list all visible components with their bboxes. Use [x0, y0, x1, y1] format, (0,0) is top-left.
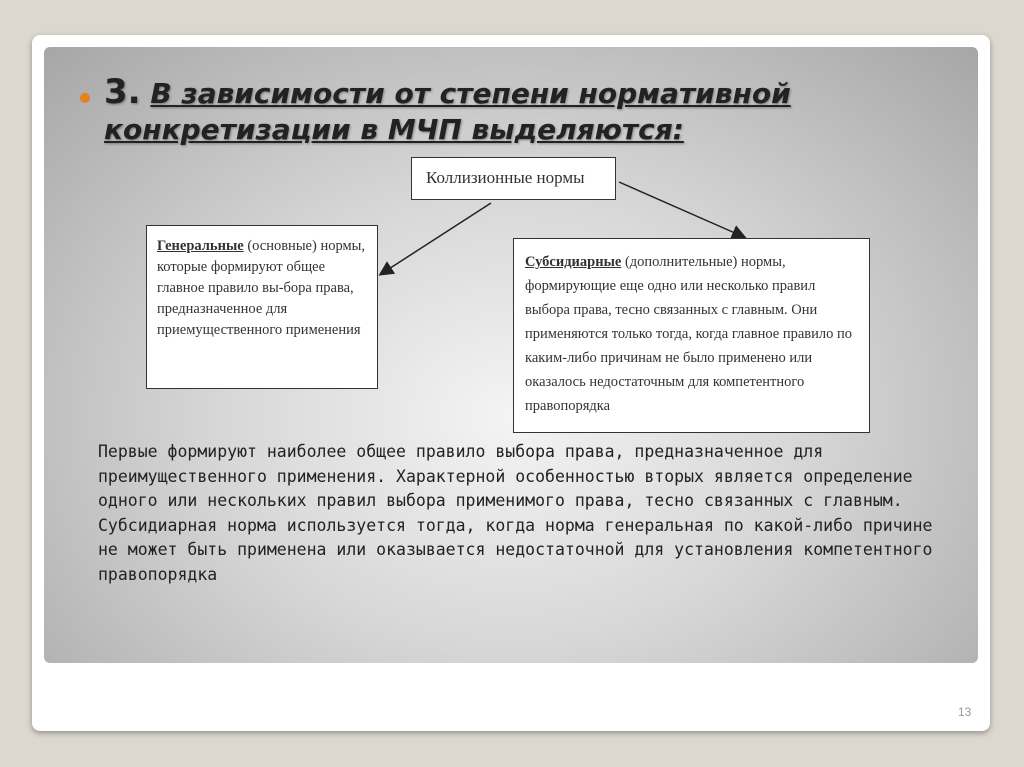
title-text: В зависимости от степени нормативной конкретизации в МЧП выделяются:	[104, 77, 791, 146]
explanation-paragraph: Первые формируют наиболее общее правило выбора права, предназначенное для преимущественного применения. Характерной особенностью вторых является определение одного или нескольких правил выбора применимого права, тесно связанных с главным. Субсидиарная норма используется тогда, когда норма генеральная по какой-либо причине не может быть применена или оказывается недостаточной для установления компетентного правопорядка	[98, 442, 933, 584]
arrow-to-subsidiary	[619, 182, 744, 237]
conflict-norms-label: Коллизионные нормы	[426, 168, 585, 187]
arrow-to-general	[381, 203, 491, 274]
subsidiary-norms-term: Субсидиарные	[525, 254, 622, 270]
general-norms-term: Генеральные	[157, 238, 244, 254]
subsidiary-norms-box	[513, 238, 870, 433]
general-norms-box	[146, 225, 378, 389]
page-number: 13	[958, 705, 972, 719]
subsidiary-norms-text: (дополнительные) нормы, формирующие еще одно или несколько правил выбора права, тесно связанных с главным. Они применяются только тогда, когда главное правило по каким-либо причинам не было применено или оказалось недостаточным для компетентного правопорядка	[525, 254, 852, 414]
conflict-norms-box	[411, 157, 616, 200]
general-norms-text: (основные) нормы, которые формируют общее главное правило вы-бора права, предназначенное для приемущественного применения	[157, 238, 366, 338]
title-number: 3.	[104, 72, 141, 112]
